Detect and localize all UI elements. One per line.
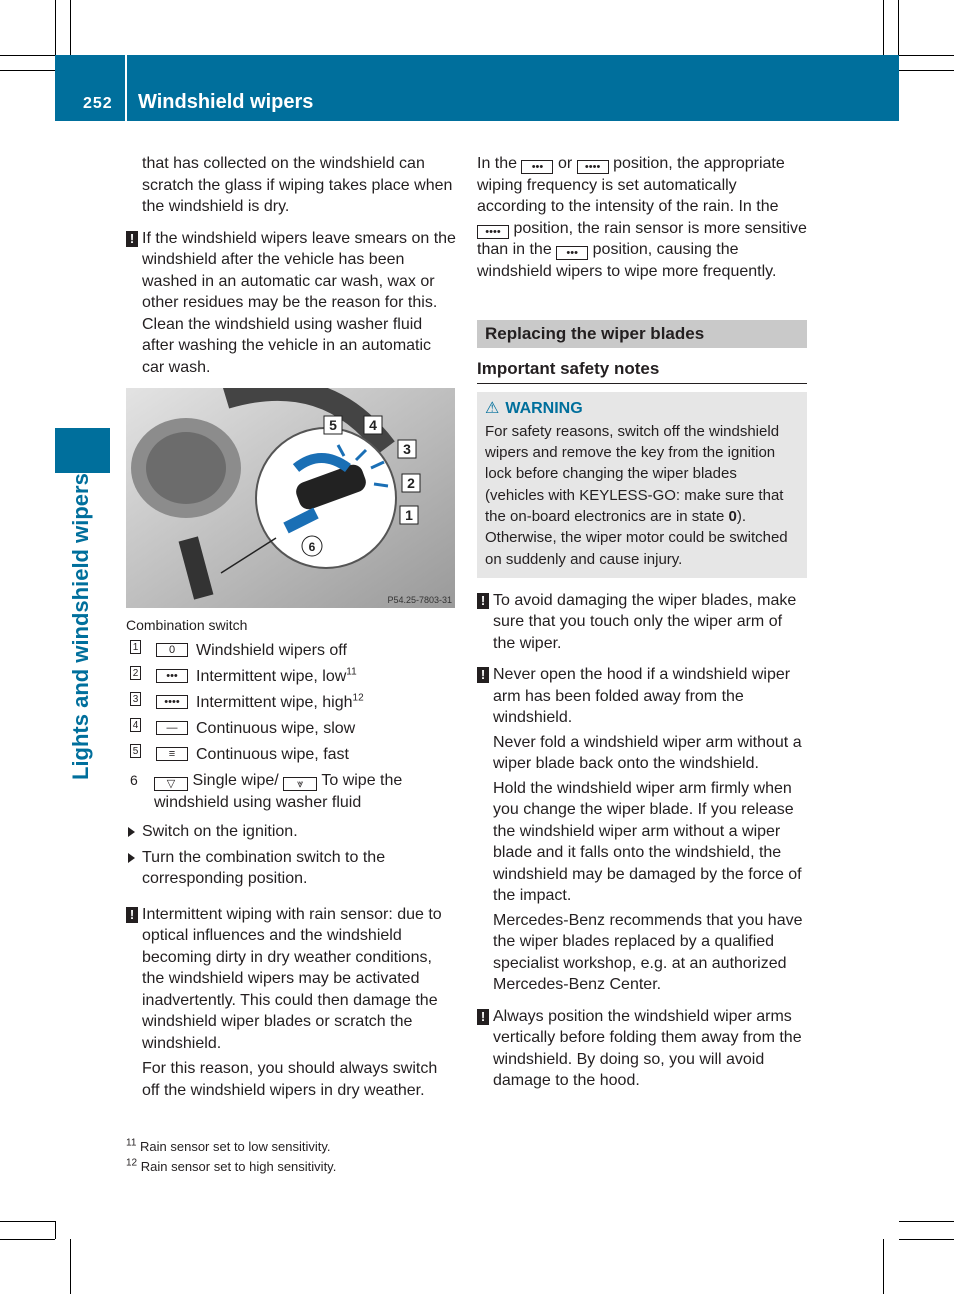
intermittent-high-symbol: ••••	[477, 225, 509, 239]
crop-mark	[0, 1239, 55, 1240]
crop-mark	[899, 1239, 954, 1240]
crop-mark	[898, 0, 899, 55]
warning-box: ⚠ WARNING For safety reasons, switch off the windshield wipers and remove the key from the ignition lock before changing the wiper blades (vehicles with KEYLESS-GO: make sure that the on-board electronics are in state 0). Otherwise, the wiper motor could be switched on suddenly and cause injury.	[477, 392, 807, 578]
list-item: 5 ≡ Continuous wipe, fast	[126, 742, 456, 768]
callout-4: 4	[369, 417, 377, 433]
note-hood-p2: Never fold a windshield wiper arm without a wiper blade back onto the windshield.	[493, 733, 802, 773]
page-header	[55, 55, 899, 121]
crop-mark	[0, 55, 55, 56]
warning-title: ⚠ WARNING	[485, 399, 583, 417]
page-number: 252	[83, 95, 113, 112]
step-1: Switch on the ignition.	[126, 821, 456, 843]
combination-switch-figure	[126, 388, 455, 608]
exclamation-icon: !	[126, 231, 138, 247]
note-hood-p4: Mercedes-Benz recommends that you have the wiper blades replaced by a qualified specialist workshop, e.g. at an authorized Mercedes-Benz Center.	[493, 911, 803, 994]
single-wipe-icon: ▽	[154, 777, 188, 791]
switch-positions-list	[126, 638, 456, 813]
right-column	[477, 153, 807, 1092]
list-item: 4 — Continuous wipe, slow	[126, 716, 456, 742]
crop-mark	[899, 1221, 954, 1222]
header-divider	[125, 55, 127, 121]
callout-1: 1	[405, 507, 413, 523]
crop-mark	[55, 1221, 56, 1239]
wiper-off-symbol: 0	[156, 643, 188, 657]
exclamation-icon: !	[477, 593, 489, 609]
footnote-12: $^{12}$ Rain sensor set to high sensitivity.	[126, 1157, 337, 1174]
intermittent-low-symbol: •••	[521, 160, 553, 174]
left-column	[126, 153, 456, 1101]
callout-2: 2	[407, 475, 415, 491]
note-rain-sensor-advice: For this reason, you should always switch off the windshield wipers in dry weather.	[142, 1060, 438, 1099]
callout-3: 3	[403, 441, 411, 457]
rain-sensor-text: In the ••• or •••• position, the appropriate wiping frequency is set automatically according to the intensity of the rain. In the •••• position, the rain sensor is more sensitive than in the ••• position, causing the windshield wipers to wipe more frequently.	[477, 155, 807, 280]
step-2: Turn the combination switch to the corresponding position.	[126, 847, 456, 890]
continuous-slow-symbol: —	[156, 721, 188, 735]
crop-mark	[55, 0, 56, 55]
exclamation-icon: !	[477, 1009, 489, 1025]
chapter-tab	[55, 428, 110, 473]
subheading: Important safety notes	[477, 358, 807, 384]
intro-text: that has collected on the windshield can scratch the glass if wiping takes place when the windshield is dry.	[142, 155, 453, 215]
intermittent-high-symbol: ••••	[156, 695, 188, 709]
crop-mark	[899, 55, 954, 56]
intermittent-high-symbol: ••••	[577, 160, 609, 174]
list-item: 6 ▽ Single wipe/ ⩔ To wipe the windshield using washer fluid	[130, 772, 403, 811]
continuous-fast-symbol: ≡	[156, 747, 188, 761]
callout-6-label: 6	[130, 772, 138, 788]
crop-mark	[883, 1239, 884, 1294]
list-item: 1 0 Windshield wipers off	[126, 638, 456, 664]
crop-mark	[899, 70, 954, 71]
footnote-11: $^{11}$ Rain sensor set to low sensitivity.	[126, 1137, 331, 1154]
figure-code: P54.25-7803-31	[387, 595, 452, 605]
list-item: 2 ••• Intermittent wipe, low$^{11}$	[126, 664, 456, 690]
callout-5: 5	[329, 417, 337, 433]
combination-switch-illustration	[126, 388, 455, 608]
note-vertical-position: ! Always position the windshield wiper arms vertically before folding them away from the windshield. By doing so, you will avoid damage to the hood.	[477, 1006, 807, 1092]
chapter-title: Lights and windshield wipers	[68, 473, 93, 780]
note-rain-sensor: ! Intermittent wiping with rain sensor: due to optical influences and the windshield becoming dirty in dry weather conditions, the windshield wipers may be activated inadvertently. This could then damage the windshield wiper blades or scratch the windshield.	[126, 904, 456, 1055]
crop-mark	[70, 0, 71, 55]
warning-triangle-icon: ⚠	[485, 399, 500, 417]
crop-mark	[883, 0, 884, 55]
list-item: 3 •••• Intermittent wipe, high$^{12}$	[126, 690, 456, 716]
crop-mark	[0, 70, 55, 71]
exclamation-icon: !	[126, 907, 138, 923]
intermittent-low-symbol: •••	[556, 246, 588, 260]
note-touch-arm: ! To avoid damaging the wiper blades, make sure that you touch only the wiper arm of the wiper.	[477, 590, 807, 655]
note-hood: ! Never open the hood if a windshield wiper arm has been folded away from the windshield.	[477, 664, 807, 729]
section-heading: Replacing the wiper blades	[477, 320, 807, 348]
note-smears: ! If the windshield wipers leave smears on the windshield after the vehicle has been washed in an automatic car wash, wax or other residues may be the reason for this. Clean the windshield using washer fluid after washing the vehicle in an automatic car wash.	[126, 228, 456, 379]
exclamation-icon: !	[477, 667, 489, 683]
washer-fluid-icon: ⩔	[283, 777, 317, 791]
intermittent-low-symbol: •••	[156, 669, 188, 683]
crop-mark	[0, 1221, 55, 1222]
crop-mark	[70, 1239, 71, 1294]
page-title: Windshield wipers	[138, 91, 314, 113]
note-hood-p3: Hold the windshield wiper arm firmly when you change the wiper blade. If you release the windshield wiper arm without a wiper blade and it falls onto the windshield, the windshield may be damaged by the force of the impact.	[493, 779, 802, 905]
figure-caption: Combination switch	[126, 617, 248, 633]
callout-6: 6	[308, 540, 316, 554]
